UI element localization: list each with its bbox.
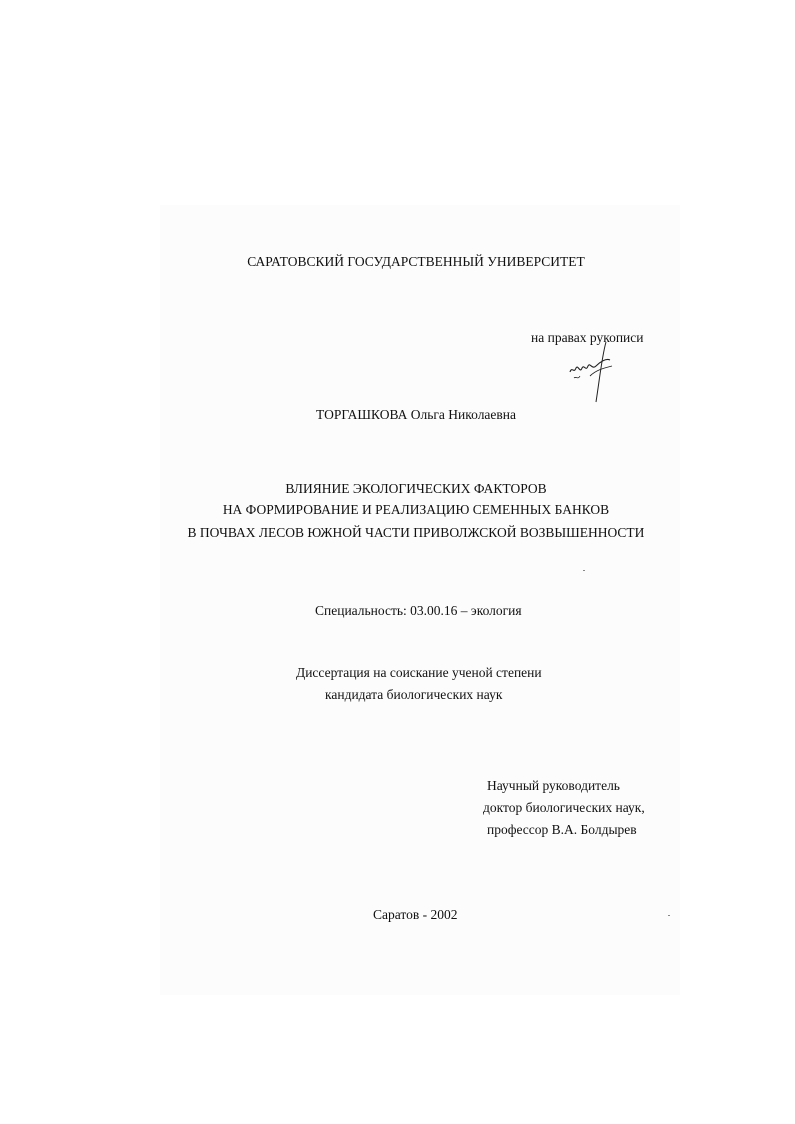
- manuscript-rights-note: на правах рукописи: [531, 330, 644, 345]
- city-and-year: Саратов - 2002: [373, 907, 458, 922]
- university-name: САРАТОВСКИЙ ГОСУДАРСТВЕННЫЙ УНИВЕРСИТЕТ: [247, 254, 585, 269]
- dissertation-degree-line-1: Диссертация на соискание ученой степени: [296, 665, 542, 680]
- specialty-line: Специальность: 03.00.16 – экология: [315, 603, 522, 618]
- scan-speck: [668, 915, 670, 916]
- scanned-page-area: [160, 205, 680, 995]
- scan-speck: [583, 570, 585, 571]
- advisor-degree: доктор биологических наук,: [483, 800, 645, 815]
- thesis-title-line-1: ВЛИЯНИЕ ЭКОЛОГИЧЕСКИХ ФАКТОРОВ: [285, 481, 547, 496]
- author-name: ТОРГАШКОВА Ольга Николаевна: [316, 407, 517, 422]
- handwritten-signature: [560, 336, 620, 408]
- thesis-title-line-3: В ПОЧВАХ ЛЕСОВ ЮЖНОЙ ЧАСТИ ПРИВОЛЖСКОЙ ВОЗВЫШЕННОСТИ: [187, 525, 645, 540]
- advisor-name: профессор В.А. Болдырев: [487, 822, 637, 837]
- advisor-label: Научный руководитель: [487, 778, 620, 793]
- dissertation-degree-line-2: кандидата биологических наук: [325, 687, 503, 702]
- thesis-title-line-2: НА ФОРМИРОВАНИЕ И РЕАЛИЗАЦИЮ СЕМЕННЫХ БАНКОВ: [222, 502, 610, 517]
